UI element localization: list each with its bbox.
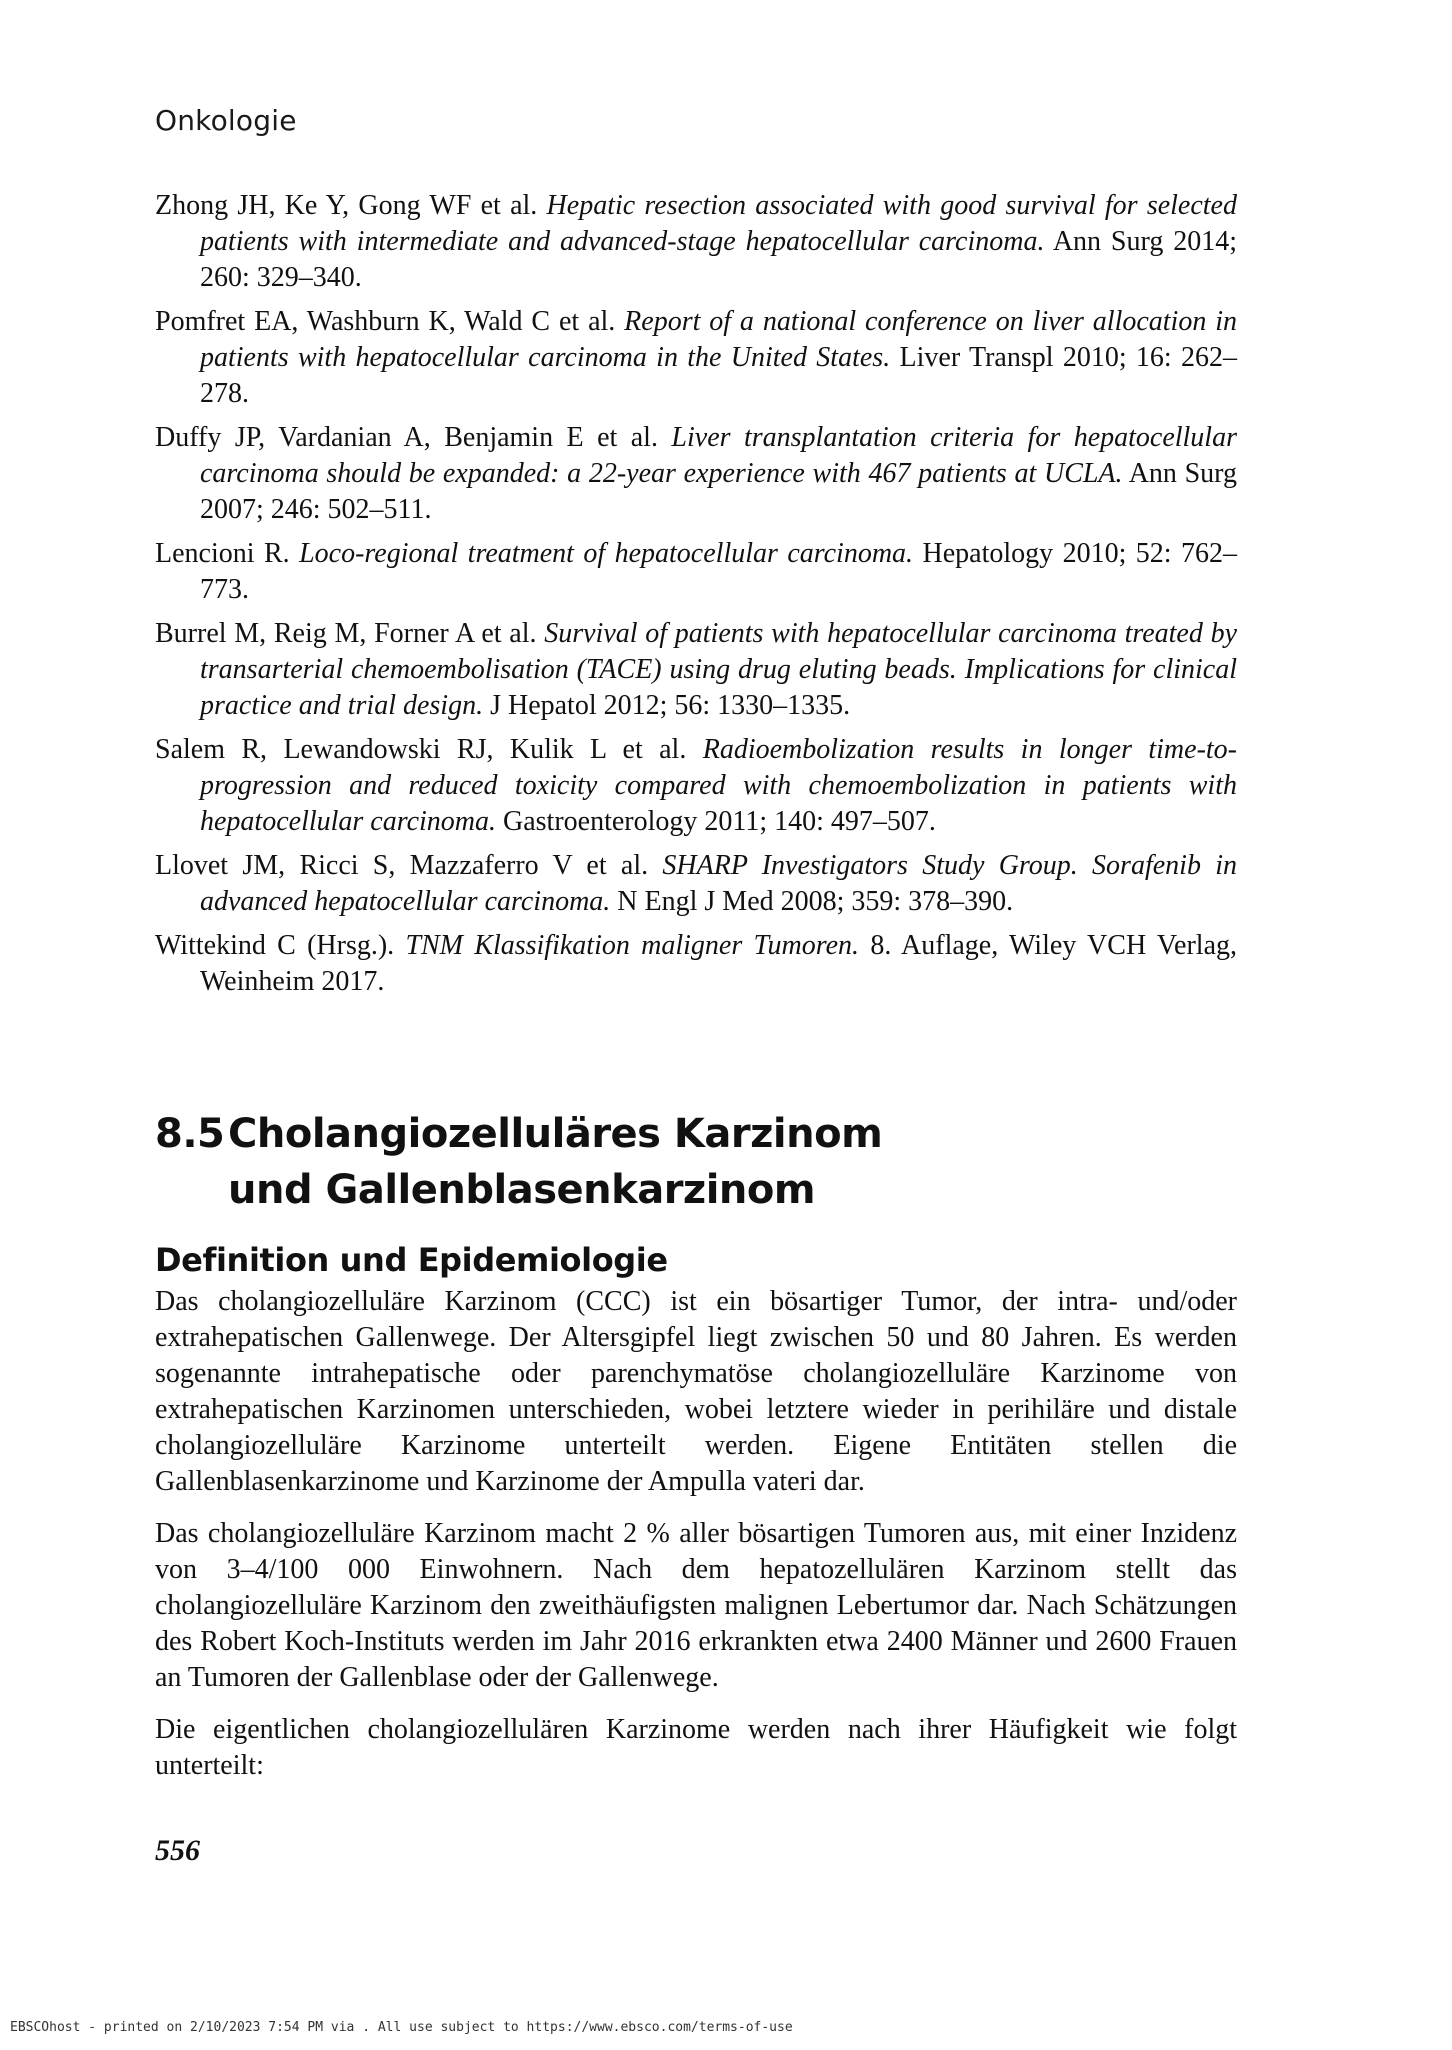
running-head: Onkologie: [155, 104, 297, 137]
subsection-heading: Definition und Epidemiologie: [155, 1241, 668, 1279]
page-number: 556: [155, 1834, 200, 1867]
reference-item: [155, 304, 1237, 412]
reference-source: N Engl J Med 2008; 359: 378–390.: [610, 886, 1014, 917]
reference-authors: Duffy JP, Vardanian A, Benjamin E et al.: [155, 422, 672, 453]
reference-title: TNM Klassifikation maligner Tumoren.: [405, 930, 860, 961]
paragraph: Das cholangiozelluläre Karzinom macht 2 % aller bösartigen Tumoren aus, mit einer Inzidenz von 3–4/100 000 Einwohnern. Nach dem hepatozellulären Karzinom stellt das cholangiozelluläre Karzinom den zweithäufigsten malignen Lebertumor dar. Nach Schätzungen des Robert Koch-Instituts werden im Jahr 2016 erkrankten etwa 2400 Männer und 2600 Frauen an Tumoren der Gallenblase oder der Gallenwege.: [155, 1518, 1237, 1693]
reference-source: Ann Surg 2014; 260: 329–340.: [200, 226, 1237, 293]
section-title-line1: Cholangiozelluläres Karzinom: [228, 1111, 883, 1157]
reference-item: [155, 420, 1237, 528]
print-footer: EBSCOhost - printed on 2/10/2023 7:54 PM via . All use subject to https://www.ebsco.com/terms-of-use: [10, 2020, 793, 2035]
reference-authors: Zhong JH, Ke Y, Gong WF et al.: [155, 190, 547, 221]
section-number: 8.5: [155, 1111, 225, 1157]
reference-authors: Lencioni R.: [155, 538, 300, 569]
reference-source: 8. Auflage, Wiley VCH Verlag, Weinheim 2017.: [200, 930, 1238, 997]
section-heading: [155, 1106, 882, 1218]
reference-title: Survival of patients with hepatocellular carcinoma treated by transarterial chemoembolisation (TACE) using drug eluting beads. Implications for clinical practice and trial design.: [200, 618, 1237, 721]
reference-item: [155, 928, 1237, 1000]
reference-item: [155, 848, 1237, 920]
reference-title: SHARP Investigators Study Group. Sorafenib in advanced hepatocellular carcinoma.: [200, 850, 1237, 917]
reference-source: J Hepatol 2012; 56: 1330–1335.: [483, 690, 851, 721]
reference-authors: Salem R, Lewandowski RJ, Kulik L et al.: [155, 734, 703, 765]
reference-item: [155, 616, 1237, 724]
reference-authors: Burrel M, Reig M, Forner A et al.: [155, 618, 545, 649]
reference-item: [155, 188, 1237, 296]
reference-list: [155, 188, 1237, 1008]
section-title-line2: und Gallenblasenkarzinom: [228, 1167, 816, 1213]
reference-source: Ann Surg 2007; 246: 502–511.: [200, 458, 1237, 525]
reference-source: Hepatology 2010; 52: 762–773.: [200, 538, 1237, 605]
reference-title: Hepatic resection associated with good survival for selected patients with intermediate and advanced-stage hepatocellular carcinoma.: [200, 190, 1237, 257]
reference-title: Loco-regional treatment of hepatocellular carcinoma.: [299, 538, 914, 569]
reference-title: Radioembolization results in longer time-to-progression and reduced toxicity compared with chemoembolization in patients with hepatocellular carcinoma.: [200, 734, 1237, 837]
reference-authors: Pomfret EA, Washburn K, Wald C et al.: [155, 306, 625, 337]
reference-authors: Llovet JM, Ricci S, Mazzaferro V et al.: [155, 850, 663, 881]
reference-title: Report of a national conference on liver allocation in patients with hepatocellular carcinoma in the United States.: [200, 306, 1238, 373]
reference-authors: Wittekind C (Hrsg.).: [155, 930, 406, 961]
body-text: [155, 1284, 1237, 1800]
reference-source: Liver Transpl 2010; 16: 262–278.: [200, 342, 1238, 409]
paragraph: Das cholangiozelluläre Karzinom (CCC) ist ein bösartiger Tumor, der intra- und/oder extrahepatischen Gallenwege. Der Altersgipfel liegt zwischen 50 und 80 Jahren. Es werden sogenannte intrahepatische oder parenchymatöse cholangiozelluläre Karzinome von extrahepatischen Karzinomen unterschieden, wobei letztere wieder in perihiläre und distale cholangiozelluläre Karzinome unterteilt werden. Eigene Entitäten stellen die Gallenblasenkarzinome und Karzinome der Ampulla vateri dar.: [155, 1286, 1237, 1497]
reference-source: Gastroenterology 2011; 140: 497–507.: [496, 806, 936, 837]
reference-item: [155, 536, 1237, 608]
paragraph: Die eigentlichen cholangiozellulären Karzinome werden nach ihrer Häufigkeit wie folgt unterteilt:: [155, 1714, 1237, 1781]
reference-item: [155, 732, 1237, 840]
reference-title: Liver transplantation criteria for hepatocellular carcinoma should be expanded: a 22-year experience with 467 patients at UCLA.: [200, 422, 1237, 489]
